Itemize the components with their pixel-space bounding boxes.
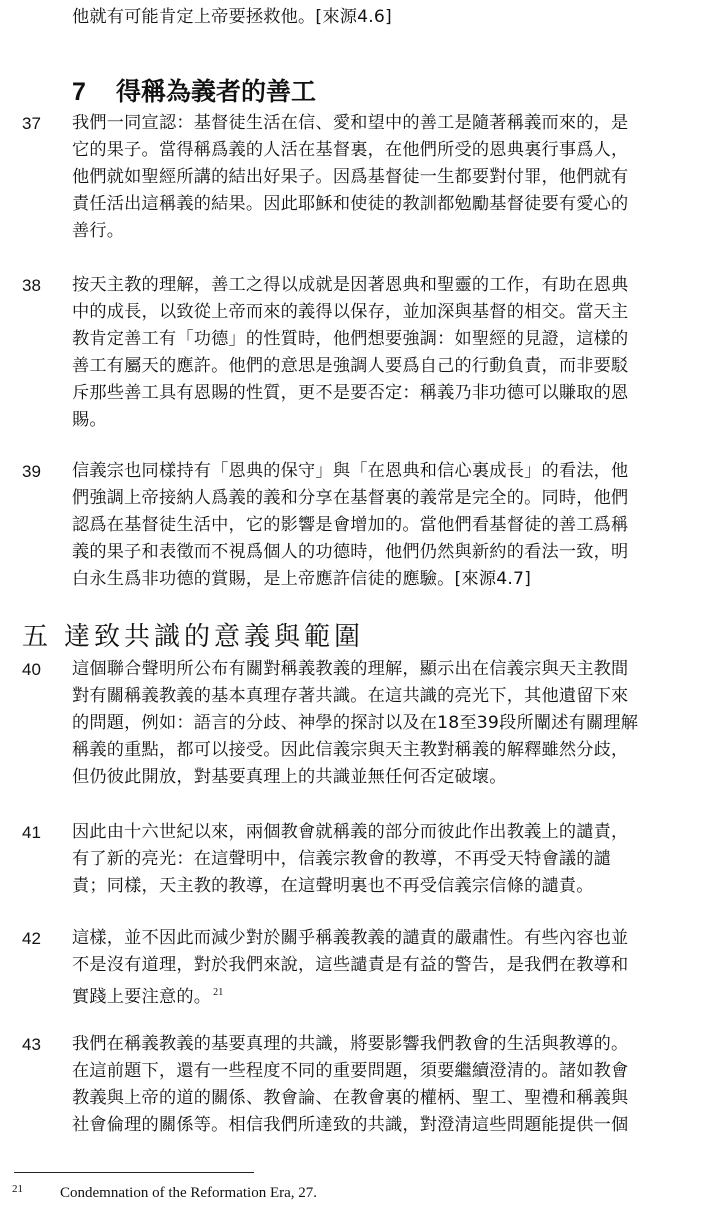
section-heading (22, 620, 364, 654)
subsection-number: 7 (72, 78, 86, 106)
paragraph-line: 責；同樣，天主教的教導，在這聲明裏也不再受信義宗信條的譴責。 (72, 876, 594, 896)
paragraph-line: 我們在稱義教義的基要真理的共識，將要影響我們教會的生活與教導的。 (72, 1034, 629, 1054)
paragraph-line: 這個聯合聲明所公布有關對稱義教義的理解，顯示出在信義宗與天主教間 (72, 659, 629, 679)
paragraph-number: 38 (22, 276, 41, 295)
footnote-divider (14, 1172, 254, 1173)
section-number: 五 (22, 622, 53, 652)
paragraph-line: 但仍彼此開放，對基要真理上的共識並無任何否定破壞。 (72, 767, 507, 787)
paragraph-line: 這樣，並不因此而減少對於關乎稱義教義的譴責的嚴肅性。有些內容也並 (72, 928, 629, 948)
paragraph-line: 因此由十六世紀以來，兩個教會就稱義的部分而彼此作出教義上的譴責， (72, 822, 629, 842)
subsection-title: 得稱為義者的善工 (116, 77, 317, 106)
paragraph-number: 43 (22, 1035, 41, 1054)
paragraph-line: 它的果子。當得稱爲義的人活在基督裏，在他們所受的恩典裏行事爲人， (72, 140, 629, 160)
paragraph-line: 善工有屬天的應許。他們的意思是強調人要爲自己的行動負責，而非要駁 (72, 356, 629, 376)
paragraph-line: 們強調上帝接納人爲義的義和分享在基督裏的義常是完全的。同時，他們 (72, 488, 629, 508)
footnote-text: Condemnation of the Reformation Era, 27. (60, 1185, 318, 1201)
paragraph-line: 有了新的亮光：在這聲明中，信義宗教會的教導，不再受天特會議的譴 (72, 849, 612, 869)
paragraph-line: 善行。 (72, 221, 125, 241)
paragraph-line: 不是沒有道理，對於我們來說，這些譴責是有益的警告，是我們在教導和 (72, 955, 629, 975)
paragraph-line: 在這前題下，還有一些程度不同的重要問題，須要繼續澄清的。諸如教會 (72, 1061, 629, 1081)
paragraph-line: 實踐上要注意的。 $^{21}$ (72, 987, 224, 1007)
paragraph-line: 他們就如聖經所講的結出好果子。因爲基督徒一生都要對付罪，他們就有 (72, 167, 629, 187)
section-title: 達致共識的意義與範圍 (64, 622, 365, 652)
footnote-mark: 21 (12, 1183, 23, 1195)
paragraph-number: 40 (22, 660, 41, 679)
paragraph-line: 我們一同宣認：基督徒生活在信、愛和望中的善工是隨著稱義而來的，是 (72, 113, 629, 133)
paragraph-line: 的問題，例如：語言的分歧、神學的探討以及在18至39段所闡述有關理解 (72, 713, 639, 733)
paragraph-line: 中的成長，以致從上帝而來的義得以保存，並加深與基督的相交。當天主 (72, 302, 629, 322)
paragraph-line: 教肯定善工有「功德」的性質時，他們想要強調：如聖經的見證，這樣的 (72, 329, 629, 349)
paragraph-number: 37 (22, 114, 41, 133)
paragraph-line: 信義宗也同樣持有「恩典的保守」與「在恩典和信心裏成長」的看法，他 (72, 461, 629, 481)
paragraph-line: 斥那些善工具有恩賜的性質，更不是要否定：稱義乃非功德可以賺取的恩 (72, 383, 629, 403)
continuation-line: 他就有可能肯定上帝要拯救他。[來源4.6] (72, 7, 392, 27)
paragraph-line: 義的果子和表徵而不視爲個人的功德時，他們仍然與新約的看法一致，明 (72, 542, 629, 562)
paragraph-number: 41 (22, 823, 41, 842)
paragraph-line: 對有關稱義教義的基本真理存著共識。在這共識的亮光下，其他遺留下來 (72, 686, 629, 706)
paragraph-line: 認爲在基督徒生活中，它的影響是會增加的。當他們看基督徒的善工爲稱 (72, 515, 629, 535)
paragraph-number: 42 (22, 929, 41, 948)
paragraph-line: 賜。 (72, 410, 107, 430)
paragraph-line: 教義與上帝的道的關係、教會論、在教會裏的權柄、聖工、聖禮和稱義與 (72, 1088, 629, 1108)
paragraph-number: 39 (22, 462, 41, 481)
paragraph-line: 按天主教的理解，善工之得以成就是因著恩典和聖靈的工作，有助在恩典 (72, 275, 629, 295)
paragraph-line: 白永生爲非功德的賞賜，是上帝應許信徒的應驗。[來源4.7] (72, 569, 532, 589)
paragraph-line: 責任活出這稱義的結果。因此耶穌和使徒的教訓都勉勵基督徒要有愛心的 (72, 194, 629, 214)
paragraph-line: 稱義的重點，都可以接受。因此信義宗與天主教對稱義的解釋雖然分歧， (72, 740, 629, 760)
footnote-reference[interactable]: 21 (213, 987, 224, 998)
subsection-heading (72, 76, 316, 108)
paragraph-line: 社會倫理的關係等。相信我們所達致的共識，對澄清這些問題能提供一個 (72, 1115, 629, 1135)
